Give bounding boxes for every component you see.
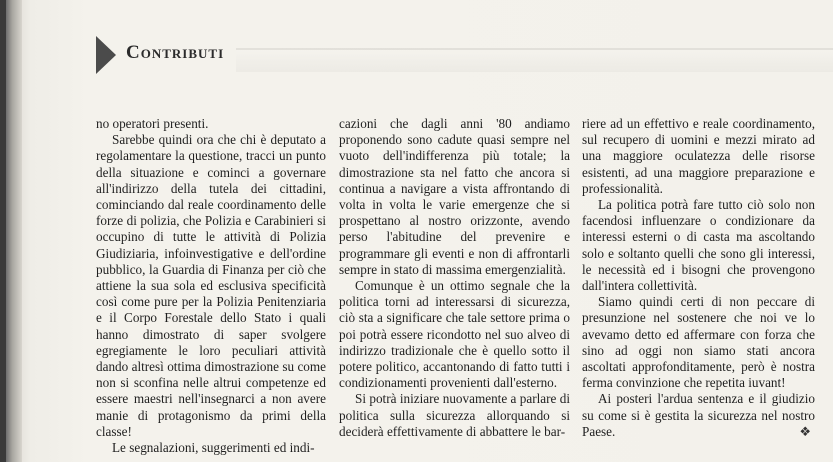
paragraph: Le segnalazioni, suggerimenti ed indi- [112, 440, 315, 456]
page-gutter [6, 0, 22, 462]
text-column-3 [582, 116, 815, 440]
section-header [96, 34, 833, 76]
magazine-page [6, 0, 833, 462]
text-column-2 [339, 116, 570, 440]
paragraph: cazioni che dagli anni '80 andiamo proponendo sono cadute quasi sempre nel vuoto dell'indifferenza più totale; la dimostrazione sta nel fatto che ancora si continua a navigare a vista affrontando di volta in volta le varie emergenze che si prospettano al nostro orizzonte, avendo perso l'abitudine del prevenire e programmare gli eventi e non di affrontarli sempre in stato di massima emergenzialità. [339, 116, 570, 277]
paragraph: Sarebbe quindi ora che chi è deputato a regolamentare la questione, tracci un punto della situazione e cominci a governare all'indirizzo della tutela dei cittadini, cominciando dal reale coordinamento delle forze di polizia, che Polizia e Carabinieri si occupino di tutte le attività di Polizia Giudiziaria, infoinvestigative e dell'ordine pubblico, la Guardia di Finanza per ciò che attiene la sua sola ed esclusiva specificità così come pure per la Polizia Penitenziaria e il Corpo Forestale dello Stato i quali hanno dimostrato di saper svolgere egregiamente le loro peculiari attività dando altresì ottima dimostrazione su come non si sconfina nelle altrui competenze ed essere maestri nell'insegnarci a non avere manie di protagonismo da primi della classe! [96, 132, 326, 439]
header-band [236, 48, 833, 72]
paragraph: no operatori presenti. [96, 116, 209, 131]
section-title: Contributi [126, 42, 225, 63]
triangle-right-icon [96, 36, 116, 74]
end-of-article-icon: ❖ [799, 423, 811, 439]
paragraph: Comunque è un ottimo segnale che la politica torni ad interessarsi di sicurezza, ciò sta a significare che tale settore prima o poi potrà essere ricondotto nel suo alveo di indirizzo tradizionale che è quello sotto il potere politico, accantonando di fatto tutti i condizionamenti provenienti dall'esterno. [339, 278, 570, 391]
paragraph: Si potrà iniziare nuovamente a parlare di politica sulla sicurezza allorquando si deciderà effettivamente di abbattere le bar- [339, 391, 570, 439]
paragraph: Siamo quindi certi di non peccare di presunzione nel sostenere che noi ve lo avevamo detto ed affermare con forza che sino ad oggi non siamo stati ancora ascoltati approfonditamente, però è nostra ferma convinzione che repetita iuvant! [582, 294, 815, 391]
paragraph: riere ad un effettivo e reale coordinamento, sul recupero di uomini e mezzi mirato ad una maggiore oculatezza delle risorse esistenti, ad una maggiore preparazione e professionalità. [582, 116, 815, 196]
paragraph [582, 391, 815, 440]
text-column-1 [96, 116, 326, 456]
paragraph: La politica potrà fare tutto ciò solo non facendosi influenzare o condizionare da interessi esterni o di casta ma ascoltando solo e soltanto quelli che sono gli interessi, le necessità ed i bisogni che provengono dall'intera collettività. [582, 197, 815, 294]
paragraph-text: Ai posteri l'ardua sentenza e il giudizio su come si è gestita la sicurezza nel nostro Paese. [582, 391, 815, 439]
